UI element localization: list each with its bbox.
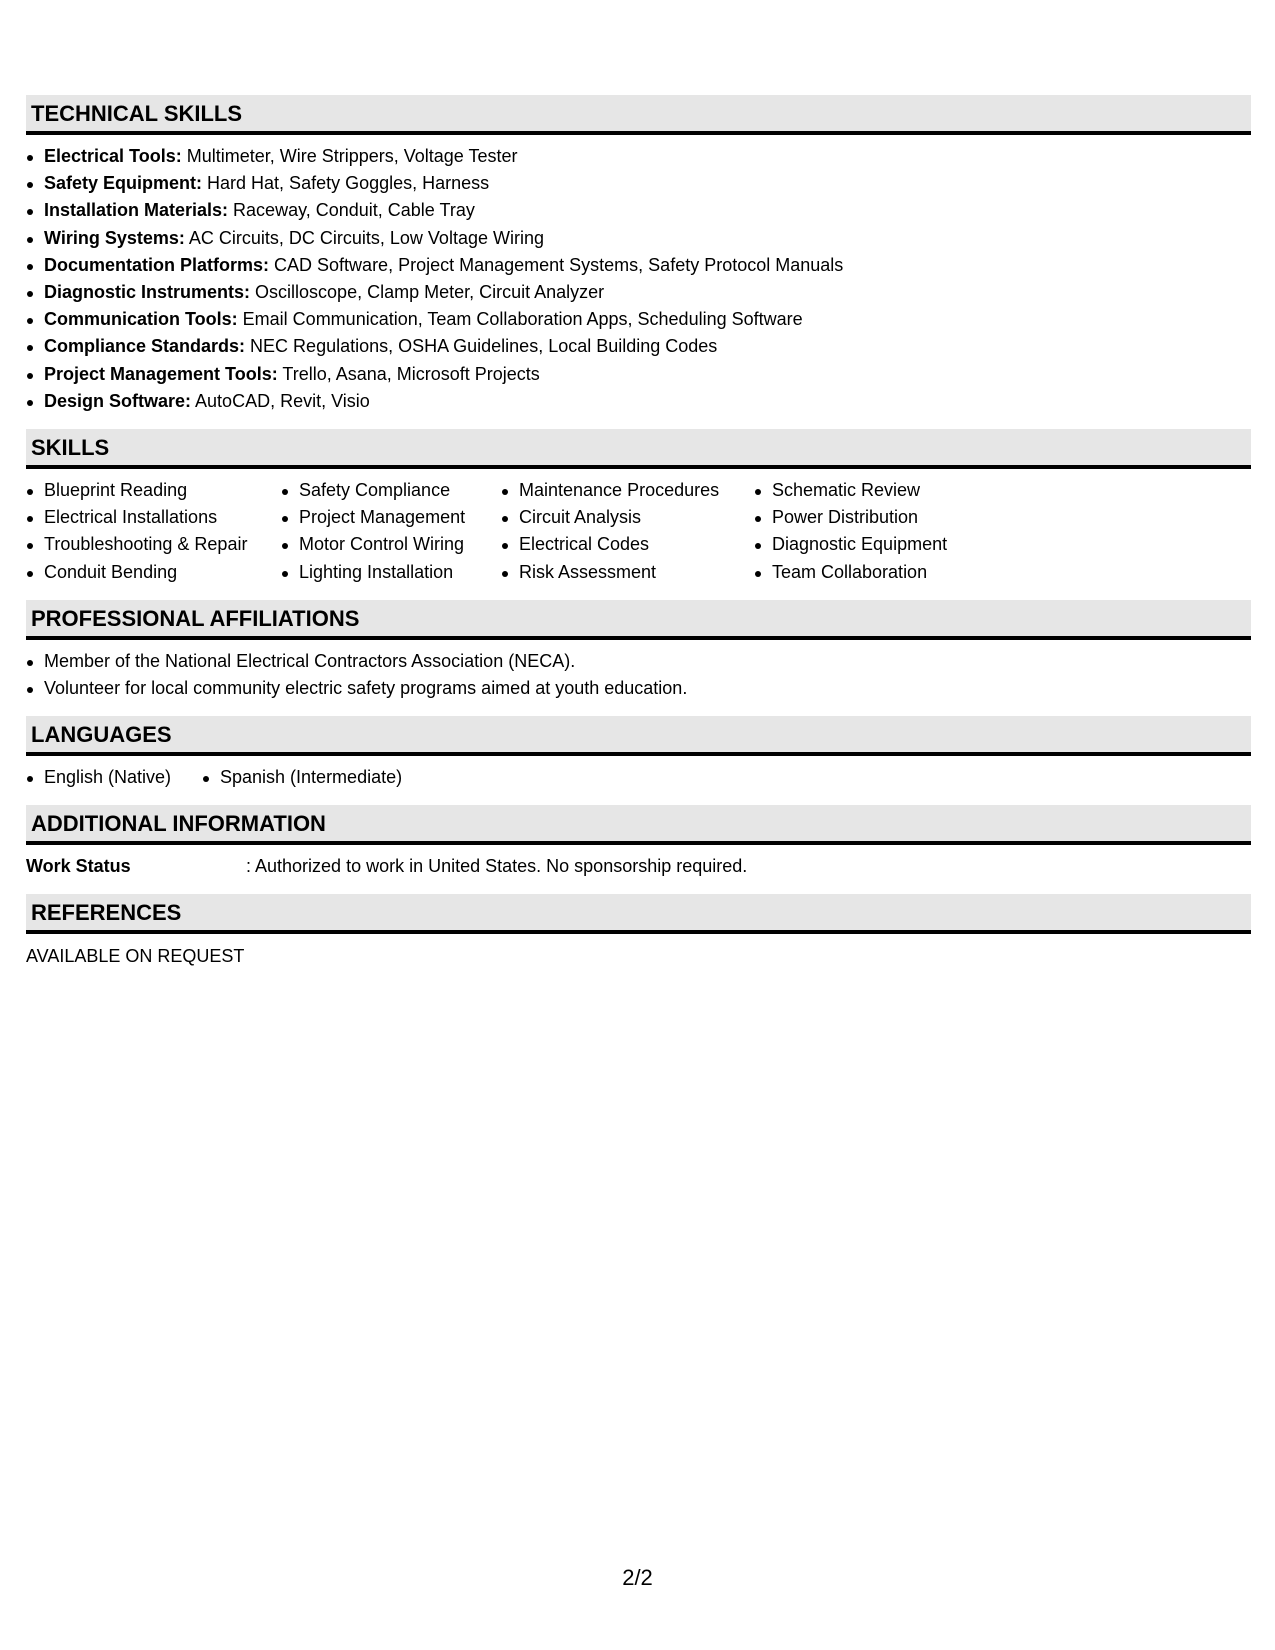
item-label: Compliance Standards: xyxy=(44,336,246,357)
list-item: Member of the National Electrical Contractors Association (NECA). xyxy=(26,648,1251,675)
languages-section xyxy=(26,716,1251,791)
list-item xyxy=(26,388,1251,415)
list-item xyxy=(26,306,1251,333)
resume-page xyxy=(26,95,1251,984)
list-item: Electrical Installations xyxy=(26,504,281,531)
work-status-value: : Authorized to work in United States. No sponsorship required. xyxy=(246,856,748,877)
skills-column xyxy=(26,477,281,586)
section-title: SKILLS xyxy=(26,429,1251,469)
affiliations-section xyxy=(26,600,1251,702)
list-item: Blueprint Reading xyxy=(26,477,281,504)
list-item: Power Distribution xyxy=(754,504,1014,531)
list-item: Volunteer for local community electric safety programs aimed at youth education. xyxy=(26,675,1251,702)
item-label: Safety Equipment: xyxy=(44,173,203,194)
list-item: Motor Control Wiring xyxy=(281,531,501,558)
additional-information-section xyxy=(26,805,1251,880)
list-item: Risk Assessment xyxy=(501,559,754,586)
section-title: LANGUAGES xyxy=(26,716,1251,756)
list-item: Diagnostic Equipment xyxy=(754,531,1014,558)
list-item: Circuit Analysis xyxy=(501,504,754,531)
item-value: Oscilloscope, Clamp Meter, Circuit Analyzer xyxy=(250,282,605,303)
section-title: ADDITIONAL INFORMATION xyxy=(26,805,1251,845)
list-item: Spanish (Intermediate) xyxy=(202,764,402,791)
references-section xyxy=(26,894,1251,970)
page-number: 2/2 xyxy=(622,1565,653,1590)
list-item: Team Collaboration xyxy=(754,559,1014,586)
list-item xyxy=(26,170,1251,197)
technical-skills-list xyxy=(26,143,1251,415)
list-item xyxy=(26,333,1251,360)
languages-list xyxy=(26,764,202,791)
list-item xyxy=(26,143,1251,170)
item-value: AutoCAD, Revit, Visio xyxy=(191,390,370,411)
item-value: Trello, Asana, Microsoft Projects xyxy=(277,363,540,384)
list-item xyxy=(26,361,1251,388)
list-item: Conduit Bending xyxy=(26,559,281,586)
section-title: PROFESSIONAL AFFILIATIONS xyxy=(26,600,1251,640)
list-item: Electrical Codes xyxy=(501,531,754,558)
item-value: Hard Hat, Safety Goggles, Harness xyxy=(202,173,490,194)
item-label: Project Management Tools: xyxy=(44,363,278,384)
item-label: Wiring Systems: xyxy=(44,227,185,248)
item-label: Documentation Platforms: xyxy=(44,254,270,275)
skills-column xyxy=(281,477,501,586)
list-item: Maintenance Procedures xyxy=(501,477,754,504)
skills-grid xyxy=(26,477,1251,586)
item-value: Raceway, Conduit, Cable Tray xyxy=(228,200,475,221)
section-title: TECHNICAL SKILLS xyxy=(26,95,1251,135)
list-item: Safety Compliance xyxy=(281,477,501,504)
languages-list xyxy=(202,764,402,791)
list-item: Project Management xyxy=(281,504,501,531)
list-item: English (Native) xyxy=(26,764,202,791)
list-item: Schematic Review xyxy=(754,477,1014,504)
technical-skills-section xyxy=(26,95,1251,415)
skills-column xyxy=(501,477,754,586)
item-value: NEC Regulations, OSHA Guidelines, Local Building Codes xyxy=(245,336,718,357)
list-item xyxy=(26,279,1251,306)
list-item xyxy=(26,225,1251,252)
list-item: Troubleshooting & Repair xyxy=(26,531,281,558)
item-label: Diagnostic Instruments: xyxy=(44,282,251,303)
skills-section xyxy=(26,429,1251,586)
references-text: AVAILABLE ON REQUEST xyxy=(26,946,245,967)
item-label: Installation Materials: xyxy=(44,200,229,221)
item-label: Electrical Tools: xyxy=(44,146,182,166)
item-label: Communication Tools: xyxy=(44,309,238,330)
item-value: CAD Software, Project Management Systems, Safety Protocol Manuals xyxy=(269,254,844,275)
work-status-label: Work Status xyxy=(26,856,131,877)
affiliations-list xyxy=(26,648,1251,702)
work-status-row xyxy=(26,853,1251,880)
item-value: Email Communication, Team Collaboration Apps, Scheduling Software xyxy=(237,309,803,330)
list-item xyxy=(26,197,1251,224)
item-value: AC Circuits, DC Circuits, Low Voltage Wiring xyxy=(184,227,544,248)
section-title: REFERENCES xyxy=(26,894,1251,934)
item-label: Design Software: xyxy=(44,390,192,411)
list-item: Lighting Installation xyxy=(281,559,501,586)
list-item xyxy=(26,252,1251,279)
skills-column xyxy=(754,477,1014,586)
languages-row xyxy=(26,764,1251,791)
item-value: Multimeter, Wire Strippers, Voltage Tester xyxy=(181,146,518,166)
